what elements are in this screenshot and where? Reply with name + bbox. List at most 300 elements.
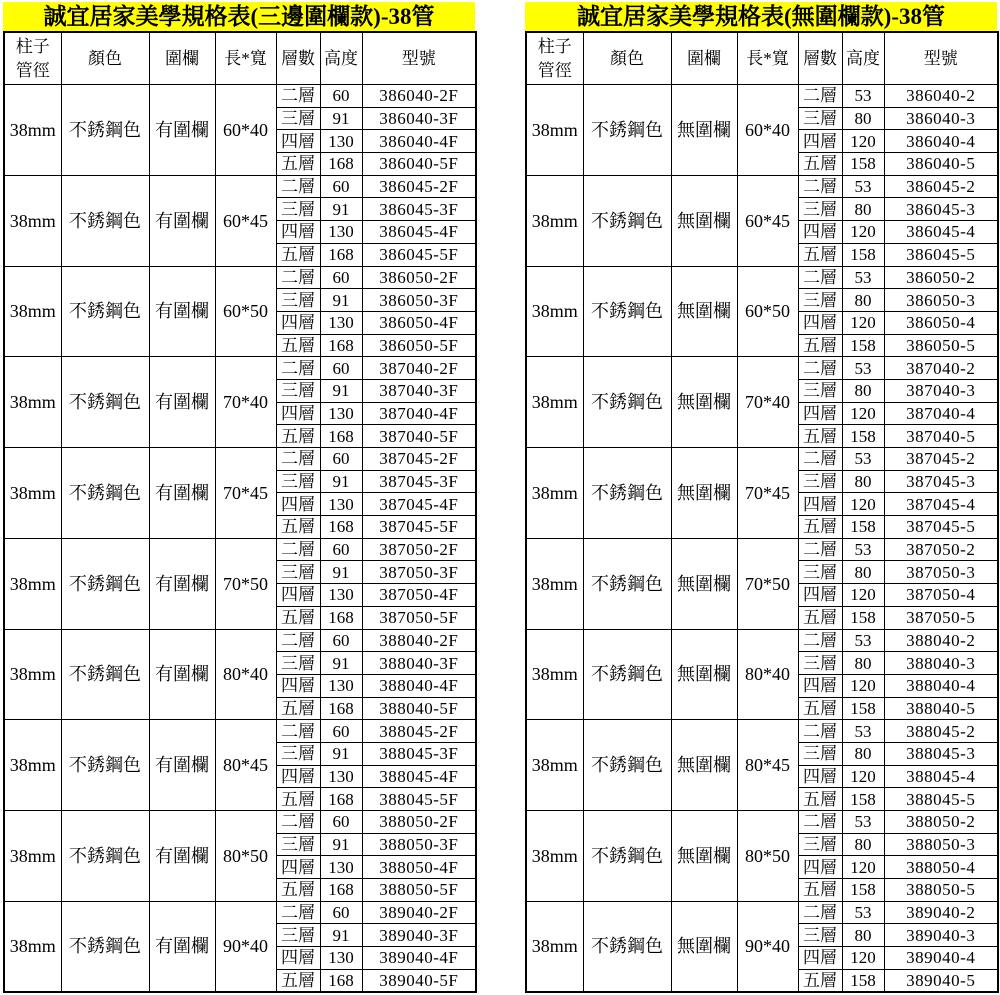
cell-model: 389040-5F — [362, 969, 476, 992]
cell-size: 60*50 — [215, 266, 276, 357]
cell-color: 不銹鋼色 — [61, 85, 149, 176]
cell-height: 91 — [320, 198, 362, 221]
cell-layer: 五層 — [276, 879, 320, 902]
cell-model: 387045-3F — [362, 470, 476, 493]
cell-model: 388050-4F — [362, 856, 476, 879]
cell-height: 60 — [320, 811, 362, 834]
spec-row — [526, 175, 998, 198]
cell-model: 388040-5F — [362, 697, 476, 720]
cell-layer: 四層 — [276, 947, 320, 970]
cell-diameter: 38mm — [526, 629, 583, 720]
cell-diameter: 38mm — [4, 629, 61, 720]
cell-layer: 五層 — [276, 606, 320, 629]
cell-height: 120 — [842, 765, 884, 788]
cell-height: 120 — [842, 402, 884, 425]
cell-height: 60 — [320, 629, 362, 652]
cell-height: 53 — [842, 266, 884, 289]
cell-size: 60*45 — [215, 175, 276, 266]
spec-row — [526, 357, 998, 380]
cell-height: 53 — [842, 901, 884, 924]
cell-model: 387045-4F — [362, 493, 476, 516]
cell-size: 90*40 — [737, 901, 798, 992]
spec-row — [4, 811, 476, 834]
header-diameter-line1: 柱子 — [15, 36, 50, 56]
spec-table-section-fenced — [3, 2, 475, 993]
cell-layer: 四層 — [798, 765, 842, 788]
cell-model: 388045-2F — [362, 720, 476, 743]
cell-layer: 三層 — [276, 470, 320, 493]
cell-layer: 四層 — [798, 856, 842, 879]
cell-color: 不銹鋼色 — [583, 266, 671, 357]
cell-height: 91 — [320, 561, 362, 584]
cell-fence: 無圍欄 — [671, 720, 737, 811]
cell-color: 不銹鋼色 — [61, 720, 149, 811]
cell-fence: 無圍欄 — [671, 448, 737, 539]
cell-model: 388045-5 — [884, 788, 998, 811]
cell-fence: 無圍欄 — [671, 266, 737, 357]
spec-row — [4, 720, 476, 743]
cell-size: 70*50 — [737, 538, 798, 629]
cell-model: 388045-4 — [884, 765, 998, 788]
cell-layer: 五層 — [276, 788, 320, 811]
cell-fence: 有圍欄 — [149, 448, 215, 539]
cell-height: 130 — [320, 674, 362, 697]
cell-layer: 二層 — [276, 720, 320, 743]
cell-layer: 三層 — [276, 107, 320, 130]
cell-layer: 二層 — [276, 175, 320, 198]
cell-model: 387040-5F — [362, 425, 476, 448]
header-height: 高度 — [320, 32, 362, 85]
cell-diameter: 38mm — [4, 901, 61, 992]
cell-layer: 三層 — [798, 198, 842, 221]
cell-height: 130 — [320, 221, 362, 244]
cell-height: 158 — [842, 788, 884, 811]
cell-height: 168 — [320, 334, 362, 357]
cell-fence: 有圍欄 — [149, 720, 215, 811]
cell-color: 不銹鋼色 — [61, 629, 149, 720]
cell-height: 120 — [842, 311, 884, 334]
cell-model: 386050-5 — [884, 334, 998, 357]
cell-layer: 五層 — [798, 606, 842, 629]
cell-model: 387040-2 — [884, 357, 998, 380]
spec-row — [526, 266, 998, 289]
cell-layer: 二層 — [798, 357, 842, 380]
cell-model: 387050-4F — [362, 584, 476, 607]
cell-height: 80 — [842, 470, 884, 493]
cell-fence: 有圍欄 — [149, 811, 215, 902]
cell-model: 388045-4F — [362, 765, 476, 788]
cell-model: 386045-2 — [884, 175, 998, 198]
cell-layer: 四層 — [276, 765, 320, 788]
cell-layer: 三層 — [276, 289, 320, 312]
cell-height: 130 — [320, 130, 362, 153]
cell-model: 388040-2F — [362, 629, 476, 652]
cell-diameter: 38mm — [526, 448, 583, 539]
cell-height: 80 — [842, 561, 884, 584]
cell-layer: 五層 — [798, 153, 842, 176]
cell-fence: 有圍欄 — [149, 357, 215, 448]
cell-model: 386045-4 — [884, 221, 998, 244]
cell-model: 389040-2F — [362, 901, 476, 924]
header-size: 長*寬 — [215, 32, 276, 85]
cell-layer: 三層 — [798, 742, 842, 765]
cell-color: 不銹鋼色 — [61, 175, 149, 266]
cell-model: 389040-5 — [884, 969, 998, 992]
cell-layer: 二層 — [276, 448, 320, 471]
header-height: 高度 — [842, 32, 884, 85]
cell-layer: 三層 — [276, 561, 320, 584]
cell-height: 80 — [842, 198, 884, 221]
header-fence: 圍欄 — [149, 32, 215, 85]
cell-layer: 四層 — [798, 674, 842, 697]
cell-fence: 有圍欄 — [149, 85, 215, 176]
cell-diameter: 38mm — [526, 175, 583, 266]
cell-model: 389040-2 — [884, 901, 998, 924]
spec-row — [4, 357, 476, 380]
cell-model: 388040-3 — [884, 652, 998, 675]
header-row — [526, 32, 998, 85]
cell-layer: 四層 — [798, 402, 842, 425]
cell-color: 不銹鋼色 — [583, 538, 671, 629]
header-fence: 圍欄 — [671, 32, 737, 85]
cell-layer: 二層 — [276, 85, 320, 108]
cell-layer: 二層 — [798, 175, 842, 198]
cell-height: 60 — [320, 720, 362, 743]
cell-layer: 三層 — [798, 561, 842, 584]
cell-layer: 二層 — [276, 901, 320, 924]
cell-layer: 五層 — [276, 153, 320, 176]
header-layers: 層數 — [798, 32, 842, 85]
cell-layer: 二層 — [798, 811, 842, 834]
cell-model: 386050-4 — [884, 311, 998, 334]
cell-size: 70*40 — [215, 357, 276, 448]
cell-fence: 有圍欄 — [149, 538, 215, 629]
cell-height: 91 — [320, 107, 362, 130]
cell-model: 387050-3F — [362, 561, 476, 584]
cell-height: 80 — [842, 833, 884, 856]
cell-layer: 四層 — [276, 584, 320, 607]
cell-layer: 二層 — [798, 901, 842, 924]
cell-height: 168 — [320, 516, 362, 539]
cell-size: 70*45 — [215, 448, 276, 539]
spec-row — [526, 629, 998, 652]
cell-model: 387045-5F — [362, 516, 476, 539]
cell-layer: 四層 — [276, 493, 320, 516]
cell-size: 60*45 — [737, 175, 798, 266]
cell-model: 388050-5F — [362, 879, 476, 902]
cell-model: 386040-2F — [362, 85, 476, 108]
header-model: 型號 — [884, 32, 998, 85]
spec-table-body — [526, 85, 998, 993]
cell-height: 158 — [842, 879, 884, 902]
cell-height: 60 — [320, 357, 362, 380]
cell-diameter: 38mm — [4, 448, 61, 539]
cell-model: 389040-3 — [884, 924, 998, 947]
cell-height: 130 — [320, 311, 362, 334]
cell-fence: 無圍欄 — [671, 538, 737, 629]
cell-diameter: 38mm — [4, 811, 61, 902]
cell-height: 53 — [842, 175, 884, 198]
cell-color: 不銹鋼色 — [583, 175, 671, 266]
cell-layer: 三層 — [276, 198, 320, 221]
cell-layer: 三層 — [276, 833, 320, 856]
cell-fence: 有圍欄 — [149, 266, 215, 357]
cell-color: 不銹鋼色 — [61, 357, 149, 448]
cell-color: 不銹鋼色 — [583, 85, 671, 176]
cell-diameter: 38mm — [4, 85, 61, 176]
cell-diameter: 38mm — [526, 357, 583, 448]
header-diameter-line1: 柱子 — [537, 36, 572, 56]
spec-row — [4, 538, 476, 561]
cell-layer: 四層 — [276, 311, 320, 334]
cell-size: 60*40 — [215, 85, 276, 176]
cell-model: 387040-4F — [362, 402, 476, 425]
cell-diameter: 38mm — [526, 901, 583, 992]
cell-layer: 四層 — [798, 311, 842, 334]
cell-height: 91 — [320, 742, 362, 765]
cell-height: 168 — [320, 788, 362, 811]
cell-model: 388050-2F — [362, 811, 476, 834]
cell-color: 不銹鋼色 — [583, 811, 671, 902]
spec-row — [4, 266, 476, 289]
cell-height: 120 — [842, 130, 884, 153]
cell-model: 388040-4F — [362, 674, 476, 697]
spec-row — [526, 85, 998, 108]
header-color: 顏色 — [61, 32, 149, 85]
cell-color: 不銹鋼色 — [61, 538, 149, 629]
cell-fence: 無圍欄 — [671, 357, 737, 448]
cell-diameter: 38mm — [526, 538, 583, 629]
cell-layer: 五層 — [276, 697, 320, 720]
table-title-fenced: 誠宜居家美學規格表(三邊圍欄款)-38管 — [3, 2, 475, 31]
cell-height: 120 — [842, 674, 884, 697]
cell-height: 53 — [842, 448, 884, 471]
cell-diameter: 38mm — [4, 175, 61, 266]
header-diameter-line2: 管徑 — [537, 60, 572, 80]
cell-layer: 三層 — [276, 924, 320, 947]
cell-size: 80*40 — [737, 629, 798, 720]
header-model: 型號 — [362, 32, 476, 85]
cell-layer: 五層 — [798, 879, 842, 902]
cell-height: 120 — [842, 493, 884, 516]
cell-height: 91 — [320, 833, 362, 856]
cell-height: 158 — [842, 243, 884, 266]
header-layers: 層數 — [276, 32, 320, 85]
spec-row — [526, 901, 998, 924]
cell-layer: 五層 — [276, 425, 320, 448]
cell-size: 70*50 — [215, 538, 276, 629]
cell-model: 386045-5 — [884, 243, 998, 266]
cell-height: 80 — [842, 289, 884, 312]
cell-layer: 四層 — [276, 402, 320, 425]
cell-color: 不銹鋼色 — [583, 629, 671, 720]
cell-layer: 三層 — [798, 924, 842, 947]
spec-row — [526, 811, 998, 834]
cell-size: 60*40 — [737, 85, 798, 176]
cell-height: 60 — [320, 901, 362, 924]
cell-height: 120 — [842, 856, 884, 879]
cell-layer: 五層 — [798, 969, 842, 992]
cell-model: 387050-3 — [884, 561, 998, 584]
cell-layer: 五層 — [798, 334, 842, 357]
cell-model: 387045-4 — [884, 493, 998, 516]
cell-model: 388045-2 — [884, 720, 998, 743]
cell-model: 388050-4 — [884, 856, 998, 879]
cell-height: 158 — [842, 153, 884, 176]
cell-layer: 四層 — [798, 947, 842, 970]
cell-model: 389040-4 — [884, 947, 998, 970]
cell-layer: 二層 — [798, 448, 842, 471]
cell-layer: 四層 — [798, 130, 842, 153]
cell-fence: 無圍欄 — [671, 175, 737, 266]
cell-height: 158 — [842, 334, 884, 357]
cell-model: 387045-2F — [362, 448, 476, 471]
cell-model: 386050-4F — [362, 311, 476, 334]
cell-fence: 無圍欄 — [671, 629, 737, 720]
cell-layer: 二層 — [276, 811, 320, 834]
cell-layer: 三層 — [276, 742, 320, 765]
cell-layer: 三層 — [798, 107, 842, 130]
cell-model: 386050-3 — [884, 289, 998, 312]
cell-height: 168 — [320, 697, 362, 720]
cell-size: 80*45 — [215, 720, 276, 811]
cell-layer: 二層 — [798, 266, 842, 289]
spec-row — [4, 901, 476, 924]
cell-height: 91 — [320, 652, 362, 675]
cell-model: 388045-5F — [362, 788, 476, 811]
header-diameter — [4, 32, 61, 85]
cell-height: 158 — [842, 516, 884, 539]
cell-model: 386045-2F — [362, 175, 476, 198]
cell-layer: 五層 — [276, 516, 320, 539]
cell-model: 386040-5F — [362, 153, 476, 176]
cell-model: 386040-3 — [884, 107, 998, 130]
cell-model: 386045-4F — [362, 221, 476, 244]
cell-model: 387045-5 — [884, 516, 998, 539]
cell-fence: 無圍欄 — [671, 901, 737, 992]
spec-row — [4, 175, 476, 198]
cell-layer: 二層 — [798, 538, 842, 561]
cell-height: 130 — [320, 856, 362, 879]
cell-height: 120 — [842, 947, 884, 970]
cell-model: 387040-3 — [884, 379, 998, 402]
cell-fence: 無圍欄 — [671, 811, 737, 902]
cell-model: 386045-3F — [362, 198, 476, 221]
cell-model: 386050-5F — [362, 334, 476, 357]
cell-size: 60*50 — [737, 266, 798, 357]
cell-size: 70*40 — [737, 357, 798, 448]
cell-size: 70*45 — [737, 448, 798, 539]
spec-row — [4, 85, 476, 108]
cell-height: 168 — [320, 879, 362, 902]
cell-layer: 三層 — [798, 470, 842, 493]
cell-color: 不銹鋼色 — [61, 901, 149, 992]
spec-row — [526, 538, 998, 561]
cell-color: 不銹鋼色 — [61, 448, 149, 539]
cell-height: 130 — [320, 493, 362, 516]
cell-model: 386050-2 — [884, 266, 998, 289]
cell-height: 53 — [842, 720, 884, 743]
header-row — [4, 32, 476, 85]
cell-height: 60 — [320, 175, 362, 198]
cell-layer: 五層 — [798, 697, 842, 720]
cell-model: 387050-2F — [362, 538, 476, 561]
cell-color: 不銹鋼色 — [583, 901, 671, 992]
cell-diameter: 38mm — [4, 266, 61, 357]
cell-height: 158 — [842, 606, 884, 629]
cell-height: 60 — [320, 266, 362, 289]
spec-table-section-unfenced — [525, 2, 997, 993]
cell-model: 389040-3F — [362, 924, 476, 947]
cell-height: 130 — [320, 402, 362, 425]
cell-model: 386045-5F — [362, 243, 476, 266]
cell-fence: 有圍欄 — [149, 175, 215, 266]
cell-model: 388045-3 — [884, 742, 998, 765]
cell-layer: 三層 — [798, 379, 842, 402]
cell-color: 不銹鋼色 — [583, 448, 671, 539]
cell-height: 91 — [320, 379, 362, 402]
cell-layer: 五層 — [276, 243, 320, 266]
table-title-unfenced: 誠宜居家美學規格表(無圍欄款)-38管 — [525, 2, 997, 31]
cell-height: 158 — [842, 697, 884, 720]
cell-model: 386040-4F — [362, 130, 476, 153]
cell-layer: 二層 — [276, 629, 320, 652]
cell-model: 387040-3F — [362, 379, 476, 402]
spec-row — [526, 720, 998, 743]
header-diameter — [526, 32, 583, 85]
cell-model: 387045-2 — [884, 448, 998, 471]
cell-height: 53 — [842, 85, 884, 108]
cell-height: 60 — [320, 448, 362, 471]
cell-diameter: 38mm — [4, 357, 61, 448]
cell-layer: 五層 — [276, 969, 320, 992]
cell-fence: 有圍欄 — [149, 901, 215, 992]
cell-height: 91 — [320, 924, 362, 947]
cell-model: 386040-4 — [884, 130, 998, 153]
cell-color: 不銹鋼色 — [583, 720, 671, 811]
cell-size: 80*45 — [737, 720, 798, 811]
cell-height: 168 — [320, 425, 362, 448]
cell-layer: 五層 — [798, 788, 842, 811]
cell-model: 387050-4 — [884, 584, 998, 607]
cell-layer: 二層 — [276, 538, 320, 561]
cell-height: 130 — [320, 947, 362, 970]
cell-height: 130 — [320, 765, 362, 788]
cell-diameter: 38mm — [526, 720, 583, 811]
cell-size: 80*40 — [215, 629, 276, 720]
cell-layer: 四層 — [276, 674, 320, 697]
cell-height: 168 — [320, 606, 362, 629]
cell-height: 91 — [320, 289, 362, 312]
cell-model: 389040-4F — [362, 947, 476, 970]
cell-model: 388045-3F — [362, 742, 476, 765]
cell-model: 387050-2 — [884, 538, 998, 561]
cell-model: 388040-5 — [884, 697, 998, 720]
header-size: 長*寬 — [737, 32, 798, 85]
cell-diameter: 38mm — [526, 85, 583, 176]
cell-layer: 二層 — [276, 266, 320, 289]
cell-model: 387050-5F — [362, 606, 476, 629]
cell-model: 386040-2 — [884, 85, 998, 108]
cell-layer: 四層 — [798, 493, 842, 516]
cell-height: 60 — [320, 85, 362, 108]
cell-height: 158 — [842, 969, 884, 992]
cell-height: 168 — [320, 243, 362, 266]
cell-height: 120 — [842, 221, 884, 244]
cell-model: 388050-3 — [884, 833, 998, 856]
cell-layer: 五層 — [276, 334, 320, 357]
cell-model: 388040-4 — [884, 674, 998, 697]
